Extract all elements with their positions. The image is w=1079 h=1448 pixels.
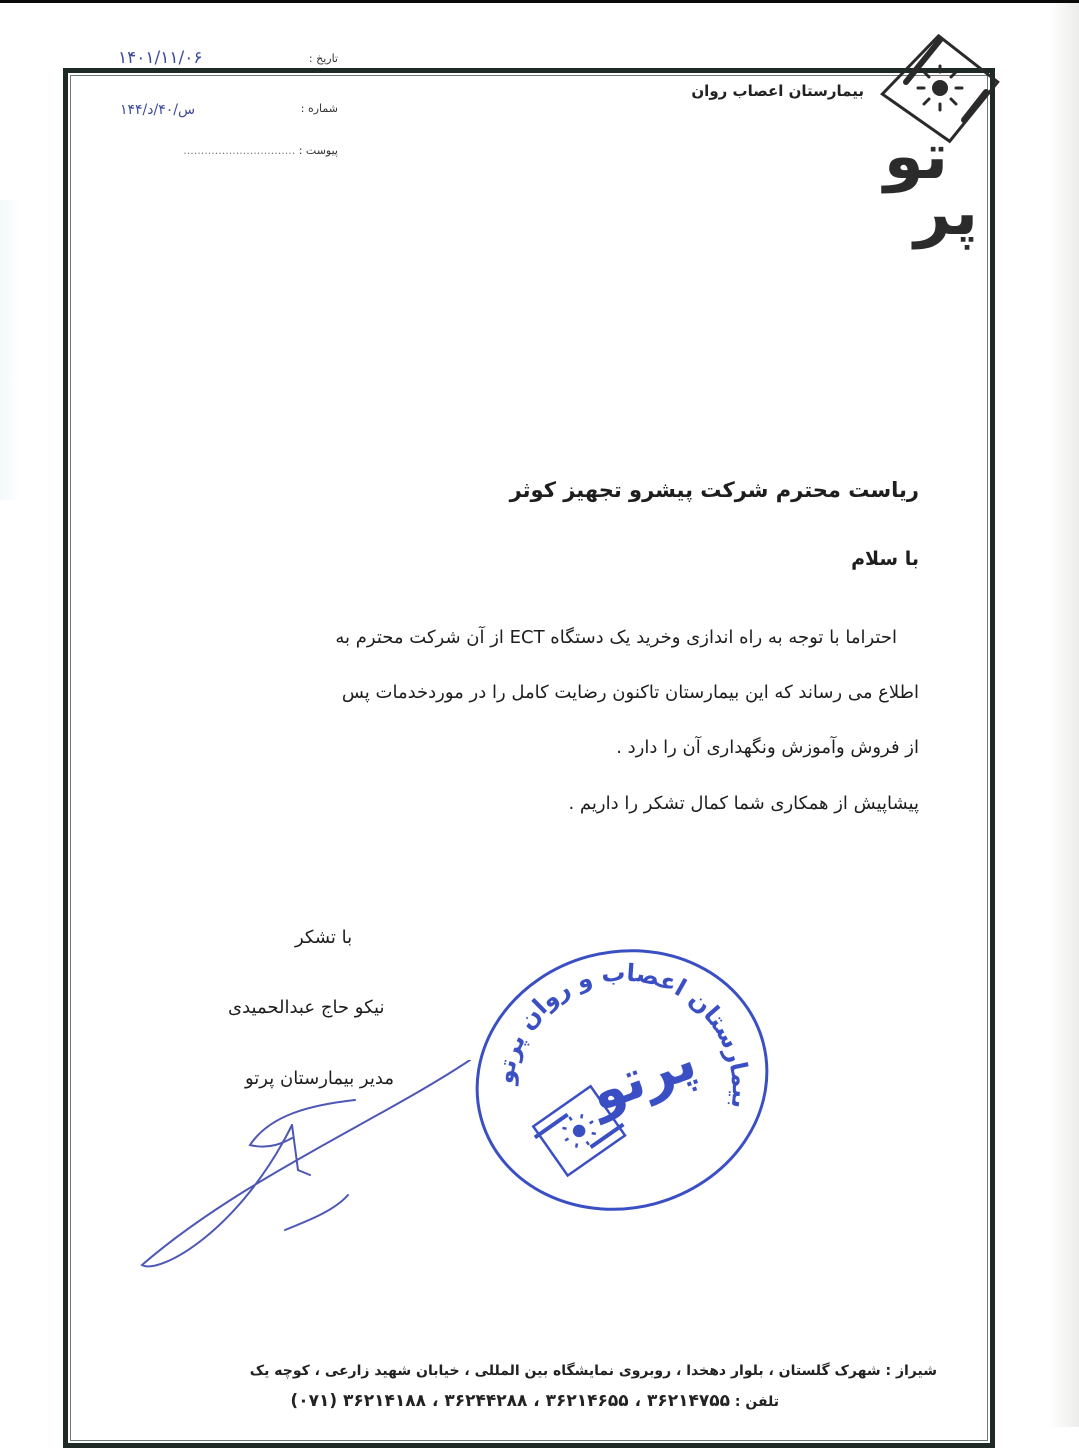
attachment-row: [183, 144, 338, 157]
recipient-line: ریاست محترم شرکت پیشرو تجهیز کوثر: [509, 478, 919, 502]
paragraph-line: احتراما با توجه به راه اندازی وخرید یک دستگاه ECT از آن شرکت محترم به: [335, 627, 897, 648]
paragraph-line: از فروش وآموزش ونگهداری آن را دارد .: [616, 737, 919, 758]
brand-line-2: پر: [914, 176, 978, 250]
body-paragraph: [159, 610, 919, 775]
date-label: تاریخ :: [308, 52, 338, 65]
svg-text:بیمارستان اعصاب و روان پرتو: بیمارستان اعصاب و روان پرتو: [490, 958, 755, 1111]
number-row: [301, 102, 338, 115]
signature-thanks: با تشکر: [295, 927, 353, 948]
attachment-label: پیوست :: [298, 144, 338, 157]
handwritten-number: ۱۴۴/س/۴۰/د: [120, 102, 196, 118]
hospital-name: بیمارستان اعصاب روان: [691, 82, 864, 100]
scan-left-tint: [0, 200, 20, 500]
scan-top-edge: [0, 0, 1079, 3]
paragraph-line: اطلاع می رساند که این بیمارستان تاکنون رضایت کامل را در موردخدمات پس: [341, 682, 919, 703]
sun-emblem-icon: [860, 30, 1000, 160]
handwritten-signature-icon: [120, 1060, 480, 1280]
hospital-logo: [640, 30, 1000, 250]
brand-line-1: تو: [883, 120, 948, 194]
date-row: [309, 52, 338, 65]
footer-address: شیراز : شهرک گلستان ، بلوار دهخدا ، روبروی نمایشگاه بین المللی ، خیابان شهید زارعی ، کوچه یک: [249, 1363, 937, 1379]
number-label: شماره :: [300, 102, 338, 115]
phone-label: تلفن :: [734, 1394, 779, 1410]
attachment-dots: ................................: [183, 144, 296, 157]
closing-line: پیشاپیش از همکاری شما کمال تشکر را داریم .: [568, 793, 919, 814]
signatory-title: مدیر بیمارستان پرتو: [245, 1068, 394, 1089]
signatory-name: نیکو حاج عبدالحمیدی: [228, 997, 385, 1018]
footer-phone: [290, 1391, 779, 1411]
handwritten-date: ۱۴۰۱/۱۱/۰۶: [118, 48, 203, 68]
scan-right-edge: [1049, 3, 1079, 1427]
svg-text:پرتو: پرتو: [580, 1028, 705, 1125]
hospital-stamp-icon: [462, 925, 782, 1235]
salutation: با سلام: [851, 548, 919, 570]
phone-numbers: ۳۶۲۱۴۷۵۵ ، ۳۶۲۱۴۶۵۵ ، ۳۶۲۴۴۲۸۸ ، ۳۶۲۱۴۱۸۸ (۰۷۱): [290, 1391, 730, 1411]
